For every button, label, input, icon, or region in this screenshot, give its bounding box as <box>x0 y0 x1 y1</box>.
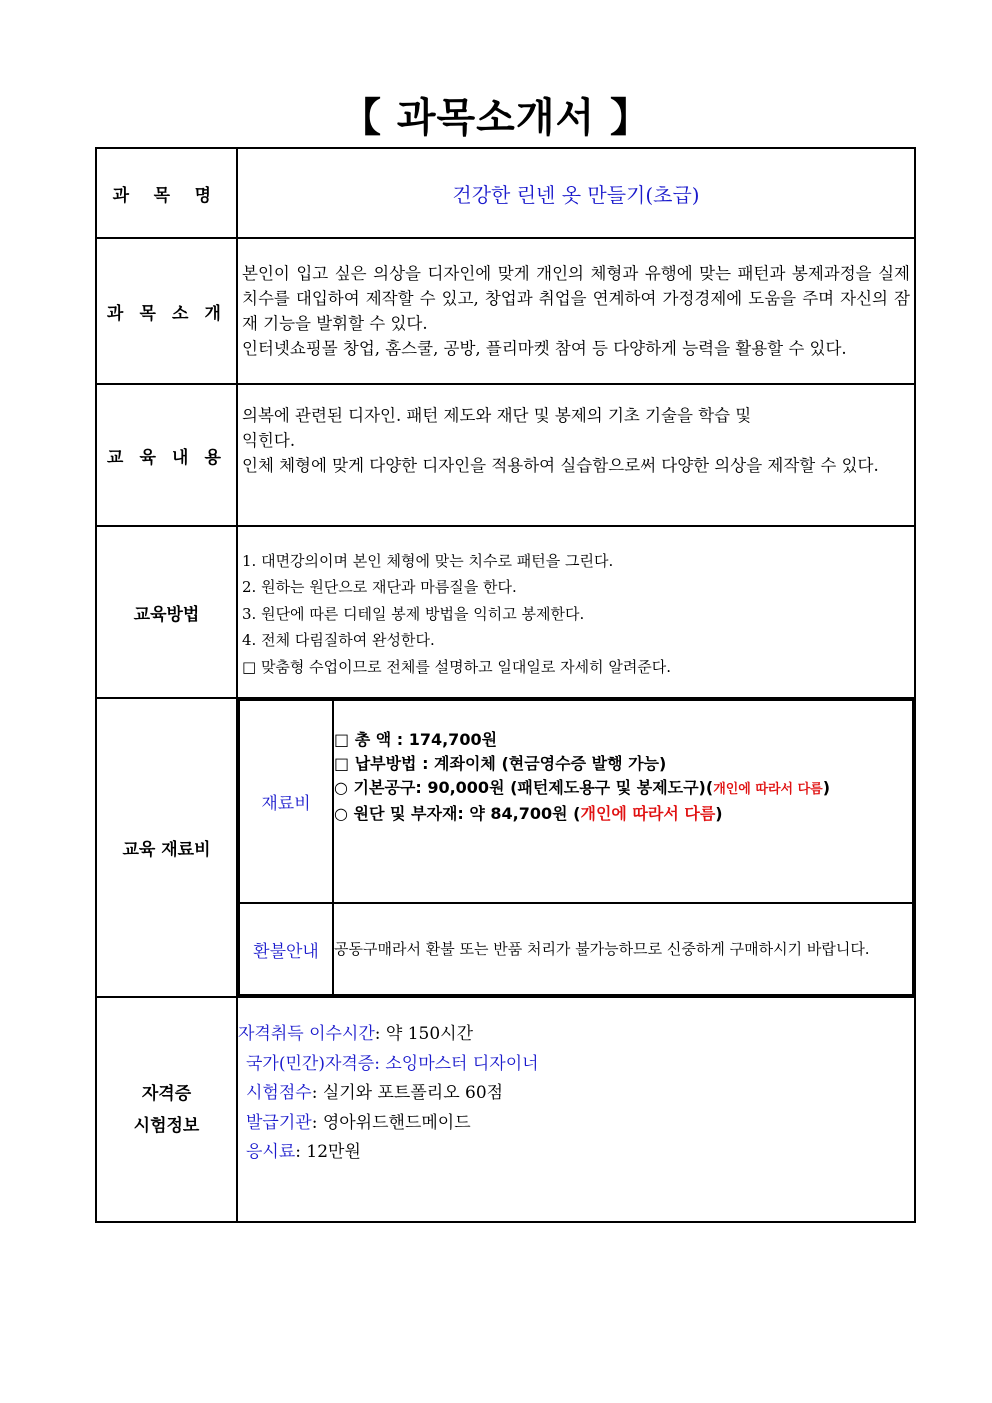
method-item: 2. 원하는 원단으로 재단과 마름질을 한다. <box>242 578 517 597</box>
label-education-method: 교육방법 <box>96 526 237 698</box>
materials-subtable <box>238 699 914 996</box>
method-note: □ 맞춤형 수업이므로 전체를 설명하고 일대일로 자세히 알려준다. <box>242 657 672 676</box>
intro-paragraph-1: 본인이 입고 싶은 의상을 디자인에 맞게 개인의 체형과 유행에 맞는 패턴과 봉제과정을 실제 치수를 대입하여 제작할 수 있고, 창업과 취업을 연계하여 가정경제에 도움을 주며 자신의 잠재 기능을 발휘할 수 있다. <box>242 264 910 333</box>
course-table <box>95 147 916 1223</box>
materials-cell <box>237 698 915 997</box>
qualification-cell <box>237 997 915 1222</box>
row-qualification <box>96 997 915 1222</box>
row-course-intro <box>96 238 915 384</box>
method-item: 4. 전체 다림질하여 완성한다. <box>242 631 435 650</box>
refund-text: 공동구매라서 환불 또는 반품 처리가 불가능하므로 신중하게 구매하시기 바랍니다. <box>333 903 913 995</box>
label-material-fee: 재료비 <box>239 700 333 903</box>
qual-issuer: 발급기관: 영아위드핸드메이드 <box>246 1112 471 1133</box>
method-item: 3. 원단에 따른 디테일 봉제 방법을 익히고 봉제한다. <box>242 604 585 623</box>
content-paragraph-2: 인체 체형에 맞게 다양한 디자인을 적용하여 실습함으로써 다양한 의상을 제작할 수 있다. <box>242 455 879 475</box>
fee-total: □ 총 액 : 174,700원 <box>334 729 498 749</box>
fee-fabric-note: 개인에 따라서 다름 <box>580 803 716 823</box>
method-item: 1. 대면강의이며 본인 체형에 맞는 치수로 패턴을 그린다. <box>242 551 614 570</box>
intro-paragraph-2: 인터넷쇼핑몰 창업, 홈스쿨, 공방, 플리마켓 참여 등 다양하게 능력을 활용할 수 있다. <box>242 339 847 358</box>
fee-basic-tools: ○ 기본공구: 90,000원 (패턴제도용구 및 봉제도구)(개인에 따라서 다름) <box>334 777 831 797</box>
label-refund: 환불안내 <box>239 903 333 995</box>
label-qualification: 자격증 시험정보 <box>96 997 237 1222</box>
label-course-name: 과 목 명 <box>96 148 237 238</box>
row-course-name <box>96 148 915 238</box>
education-method-cell <box>237 526 915 698</box>
qual-fee: 응시료: 12만원 <box>246 1142 361 1162</box>
course-name-value: 건강한 린넨 옷 만들기(초급) <box>237 148 915 238</box>
qual-hours: 자격취득 이수시간: 약 150시간 <box>238 1024 474 1044</box>
fee-payment: □ 납부방법 : 계좌이체 (현금영수증 발행 가능) <box>334 753 667 773</box>
content-paragraph-1b: 익힌다. <box>242 430 296 450</box>
qual-exam: 시험점수: 실기와 포트폴리오 60점 <box>246 1083 504 1103</box>
fee-basic-note: 개인에 따라서 다름 <box>713 781 823 797</box>
fee-fabric: ○ 원단 및 부자재: 약 84,700원 (개인에 따라서 다름) <box>334 803 723 823</box>
education-content-cell <box>237 384 915 526</box>
qual-cert: 국가(민간)자격증: 소잉마스터 디자이너 <box>246 1053 539 1074</box>
content-paragraph-1: 의복에 관련된 디자인. 패턴 제도와 재단 및 봉제의 기초 기술을 학습 및 <box>242 405 752 425</box>
course-intro-cell <box>237 238 915 384</box>
label-education-content: 교 육 내 용 <box>96 384 237 526</box>
row-materials <box>96 698 915 997</box>
material-fee-details <box>333 700 913 903</box>
row-education-content <box>96 384 915 526</box>
label-materials: 교육 재료비 <box>96 698 237 997</box>
row-education-method <box>96 526 915 698</box>
label-course-intro: 과 목 소 개 <box>96 238 237 384</box>
page-title: 【 과목소개서 】 <box>340 95 652 141</box>
